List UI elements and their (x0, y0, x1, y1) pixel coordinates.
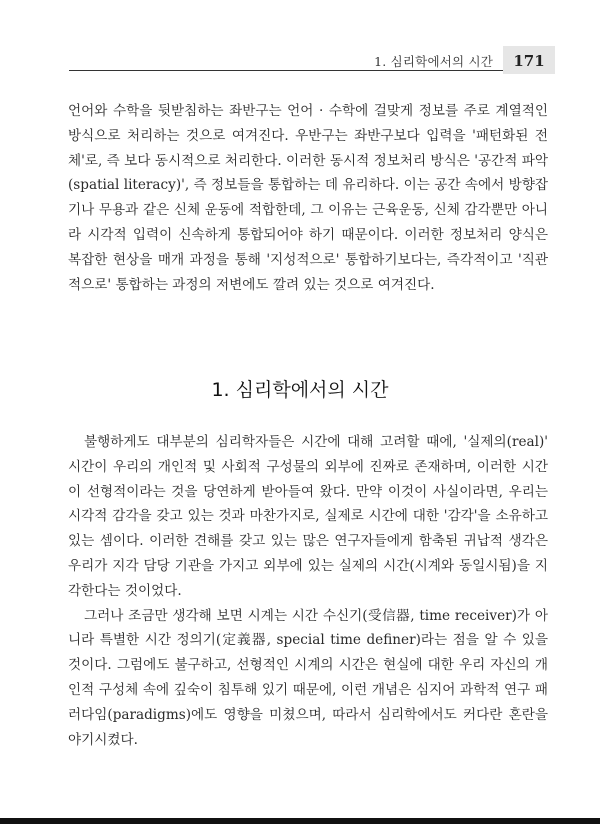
header-rule (69, 70, 555, 71)
paragraph: 불행하게도 대부분의 심리학자들은 시간에 대해 고려할 때에, '실제의(real)' 시간이 우리의 개인적 및 사회적 구성물의 외부에 진짜로 존재하며, 이러한 시간이 선형적이라는 것을 당연하게 받아들여 왔다. 만약 이것이 사실이라면, 우리는 시각적 감각을 갖고 있는 것과 마찬가지로, 실제로 시간에 대한 '감각'을 소유하고 있는 셈이다. 이러한 견해를 갖고 있는 많은 연구자들에게 함축된 귀납적 생각은 우리가 지각 담당 기관을 가지고 외부에 있는 실제의 시간(시계와 동일시됨)을 지각한다는 것이었다. (68, 434, 548, 599)
running-title: 1. 심리학에서의 시간 (374, 54, 493, 69)
paragraph: 언어와 수학을 뒷받침하는 좌반구는 언어 · 수학에 걸맞게 정보를 주로 계열적인 방식으로 처리하는 것으로 여겨진다. 우반구는 좌반구보다 입력을 '패턴화된 전체'로, 즉 보다 동시적으로 처리한다. 이러한 동시적 정보처리 방식은 '공간적 파악(spatial literacy)', 즉 정보들을 통합하는 데 유리하다. 이는 공간 속에서 방향잡기나 무용과 같은 신체 운동에 적합한데, 그 이유는 근육운동, 신체 감각뿐만 아니라 시각적 입력이 신속하게 통합되어야 하기 때문이다. 이러한 정보처리 양식은 복잡한 현상을 매개 과정을 통해 '지성적으로' 통합하기보다는, 즉각적이고 '직관적으로' 통합하는 과정의 저변에도 깔려 있는 것으로 여겨진다. (68, 103, 548, 293)
body-block-1 (68, 99, 548, 297)
section-title: 1. 심리학에서의 시간 (211, 379, 389, 401)
paragraph: 그러나 조금만 생각해 보면 시계는 시간 수신기(受信器, time receiver)가 아니라 특별한 시간 정의기(定義器, special time definer)라는 점을 알 수 있을 것이다. 그럼에도 불구하고, 선형적인 시계의 시간은 현실에 대한 우리 자신의 개인적 구성체 속에 깊숙이 침투해 있기 때문에, 이런 개념은 심지어 과학적 연구 패러다임(paradigms)에도 영향을 미쳤으며, 따라서 심리학에서도 커다란 혼란을 야기시켰다. (68, 607, 548, 748)
footer-rule (0, 818, 600, 824)
page-header (69, 50, 555, 76)
body-block-2 (68, 430, 548, 752)
page-number: 171 (503, 46, 555, 74)
